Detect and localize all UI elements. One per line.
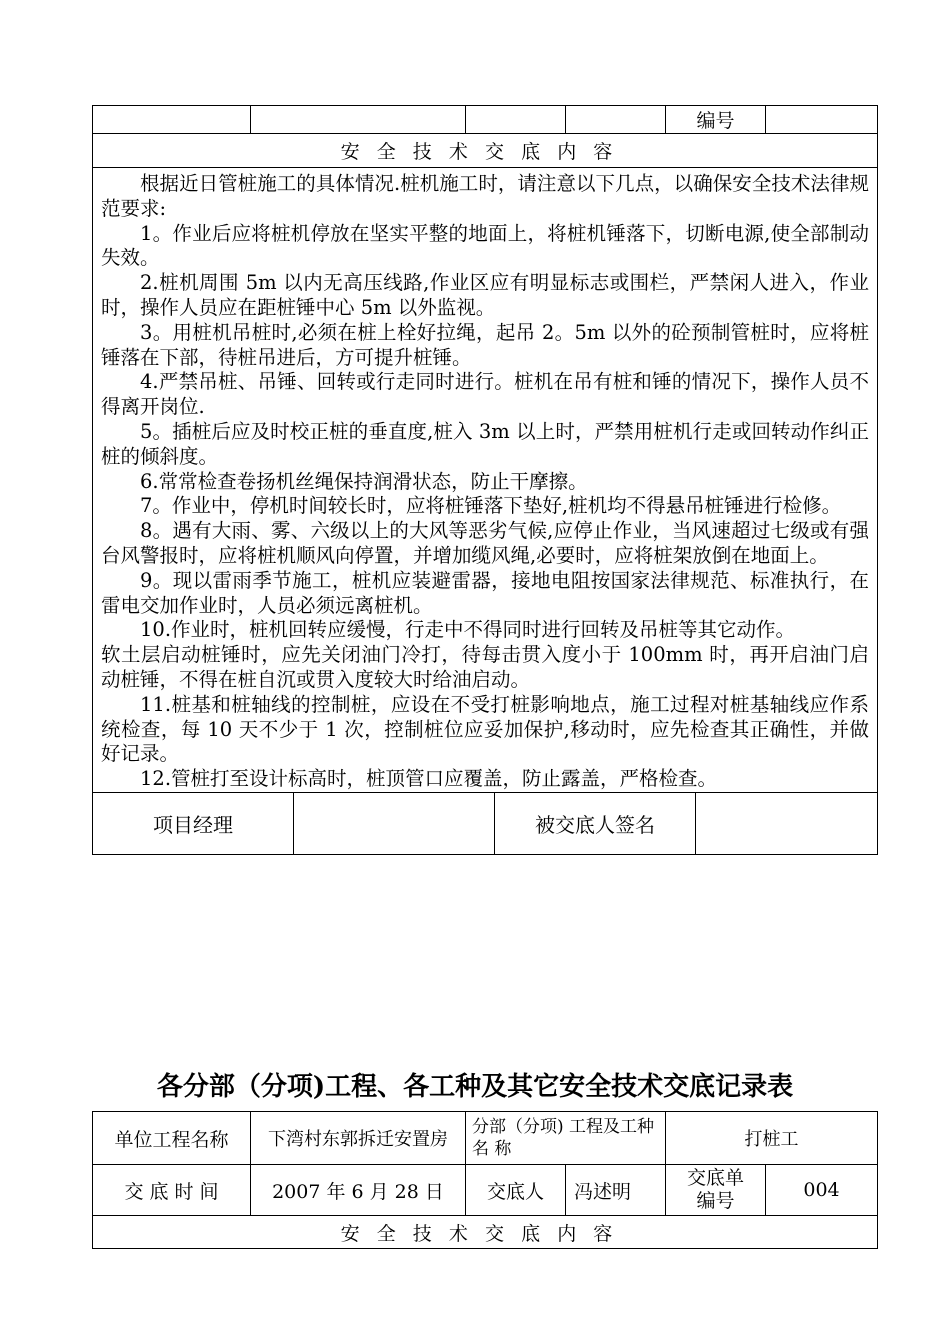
- section-heading-bottom: 安全技术交底内容: [93, 1216, 878, 1249]
- unit-project-value: 下湾村东郭拆迁安置房: [251, 1112, 466, 1165]
- content-paragraph: 10.作业时，桩机回转应缓慢，行走中不得同时进行回转及吊桩等其它动作。: [140, 618, 796, 642]
- content-paragraph: 6.常常检查卷扬机丝绳保持润滑状态，防止干摩擦。: [140, 469, 588, 493]
- content-paragraph: 1。作业后应将桩机停放在坚实平整的地面上，将桩机锤落下，切断电源,使全部制动失效。: [101, 221, 869, 270]
- number-label: 编号: [666, 106, 766, 134]
- subproject-value: 打桩工: [666, 1112, 878, 1165]
- discloser-label: 交底人: [466, 1165, 566, 1216]
- recipient-signature: [696, 793, 878, 854]
- content-paragraph: 根据近日管桩施工的具体情况.桩机施工时，请注意以下几点，以确保安全技术法律规范要求:: [101, 172, 869, 220]
- blank-cell: [466, 106, 566, 134]
- subproject-label: 分部（分项) 工程及工种 名 称: [466, 1112, 666, 1165]
- blank-cell: [251, 106, 466, 134]
- disclosure-time-label: 交 底 时 间: [93, 1165, 251, 1216]
- recipient-signature-label: 被交底人签名: [495, 793, 696, 854]
- content-paragraph: 2.桩机周围 5m 以内无高压线路,作业区应有明显标志或围栏，严禁闲人进入，作业时，操作人员应在距桩锤中心 5m 以外监视。: [101, 271, 869, 319]
- content-paragraph: 11.桩基和桩轴线的控制桩，应设在不受打桩影响地点，施工过程对桩基轴线应作系统检查，每 10 天不少于 1 次，控制桩位应妥加保护,移动时，应先检查其正确性，并做好记录。: [101, 692, 869, 766]
- content-paragraph: 5。插桩后应及时校正桩的垂直度,桩入 3m 以上时，严禁用桩机行走或回转动作纠正桩的倾斜度。: [101, 419, 869, 468]
- disclosure-number-label: 交底单编号: [666, 1165, 766, 1216]
- record-title: 各分部（分项)工程、各工种及其它安全技术交底记录表: [156, 1072, 794, 1102]
- project-manager-label: 项目经理: [93, 793, 294, 854]
- disclosure-number-value: 004: [766, 1165, 878, 1216]
- content-paragraph: 软土层启动桩锤时，应先关闭油门冷打，待每击贯入度小于 100mm 时，再开启油门启动桩锤，不得在桩自沉或贯入度较大时给油启动。: [101, 643, 869, 691]
- discloser-value: 冯述明: [566, 1165, 666, 1216]
- section-heading: 安全技术交底内容: [93, 134, 878, 168]
- content-paragraph: 7。作业中，停机时间较长时，应将桩锤落下垫好,桩机均不得悬吊桩锤进行检修。: [140, 494, 842, 518]
- content-paragraph: 8。遇有大雨、雾、六级以上的大风等恶劣气候,应停止作业，当风速超过七级或有强台风警报时，应将桩机顺风向停置，并增加缆风绳,必要时，应将桩架放倒在地面上。: [101, 519, 869, 567]
- disclosure-content: [93, 168, 878, 793]
- disclosure-time-value: 2007 年 6 月 28 日: [251, 1165, 466, 1216]
- blank-cell: [93, 106, 251, 134]
- content-paragraph: 4.严禁吊桩、吊锤、回转或行走同时进行。桩机在吊有桩和锤的情况下，操作人员不得离开岗位.: [101, 370, 869, 419]
- unit-project-label: 单位工程名称: [93, 1112, 251, 1165]
- content-paragraph: 12.管桩打至设计标高时，桩顶管口应覆盖，防止露盖，严格检查。: [140, 767, 718, 791]
- number-value: [766, 106, 878, 134]
- bottom-table: [92, 1111, 878, 1249]
- content-paragraph: 9。现以雷雨季节施工，桩机应装避雷器，接地电阻按国家法律规范、标准执行，在雷电交加作业时，人员必须远离桩机。: [101, 568, 869, 617]
- top-table: [92, 105, 878, 855]
- project-manager-signature: [294, 793, 495, 854]
- content-paragraph: 3。用桩机吊桩时,必须在桩上栓好拉绳，起吊 2。5m 以外的砼预制管桩时，应将桩锤落在下部，待桩吊进后，方可提升桩锤。: [101, 320, 869, 369]
- paragraph-list: [101, 172, 869, 792]
- blank-cell: [566, 106, 666, 134]
